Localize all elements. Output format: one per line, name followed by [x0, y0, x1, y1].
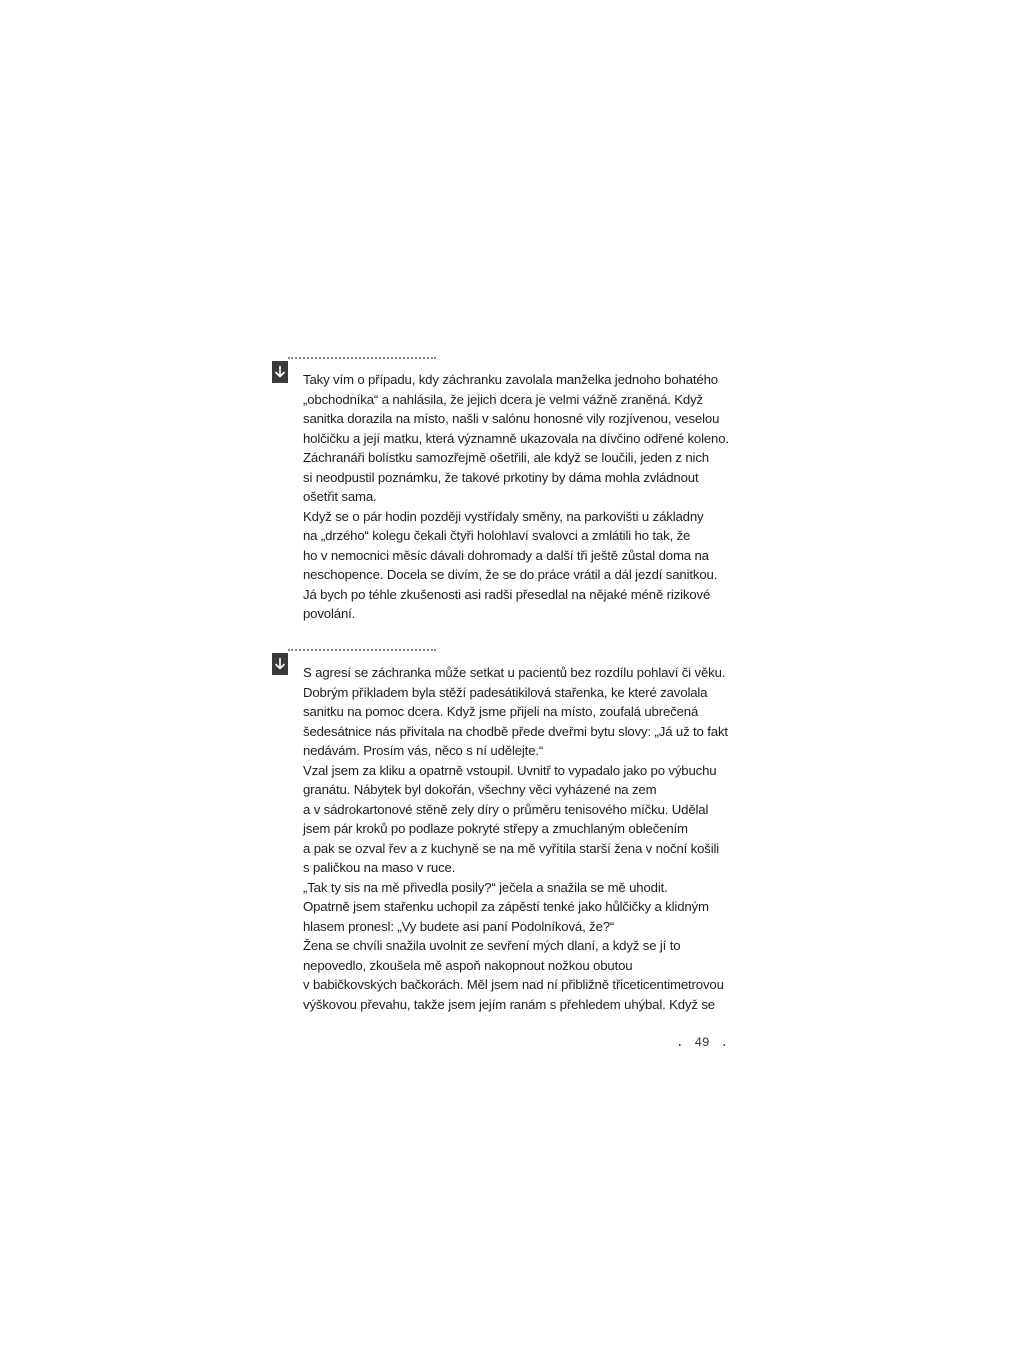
section-2-text — [303, 663, 728, 1014]
text-line: Když se o pár hodin později vystřídaly směny, na parkovišti u základny — [303, 508, 704, 524]
section-1-text — [303, 370, 729, 624]
text-line: jsem pár kroků po podlaze pokryté střepy a zmuchlaným oblečením — [303, 821, 688, 836]
text-line: s paličkou na maso v ruce. — [303, 860, 456, 875]
text-line: sanitka dorazila na místo, našli v salónu honosné vily rozjívenou, veselou — [303, 411, 720, 426]
text-line: Opatrně jsem stařenku uchopil za zápěstí tenké jako hůlčičky a klidným — [303, 899, 709, 914]
text-line: na „drzého“ kolegu čekali čtyři holohlaví svalovci a zmlátili ho tak, že — [303, 528, 691, 543]
text-line: Dobrým příkladem byla stěží padesátikilová stařenka, ke které zavolala — [303, 684, 708, 700]
text-line: a v sádrokartonové stěně zely díry o průměru tenisového míčku. Udělal — [303, 801, 709, 817]
arrow-down-icon — [272, 361, 288, 383]
page-number — [676, 1036, 728, 1050]
text-line: neschopence. Docela se divím, že se do práce vrátil a dál jezdí sanitkou. — [303, 567, 718, 582]
folio-dot-left: . — [676, 1036, 684, 1050]
text-line: výškovou převahu, takže jsem jejím ranám s přehledem uhýbal. Když se — [303, 996, 715, 1012]
text-line: nepovedlo, zkoušela mě aspoň nakopnout nožkou obutou — [303, 957, 633, 973]
text-line: povolání. — [303, 606, 356, 621]
text-line: a pak se ozval řev a z kuchyně se na mě vyřítila starší žena v noční košili — [303, 840, 720, 856]
dotted-rule — [288, 357, 436, 359]
text-line: granátu. Nábytek byl dokořán, všechny věci vyházené na zem — [303, 782, 657, 797]
text-line: v babičkovských bačkorách. Měl jsem nad ní přibližně třiceticentimetrovou — [303, 977, 724, 992]
text-line: sanitku na pomoc dcera. Když jsme přijeli na místo, zoufalá ubrečená — [303, 704, 699, 719]
text-line: Já bych po téhle zkušenosti asi radši přesedlal na nějaké méně rizikové — [303, 586, 711, 602]
text-line: Taky vím o případu, kdy záchranku zavolala manželka jednoho bohatého — [303, 372, 718, 387]
text-line: „obchodníka“ a nahlásila, že jejich dcera je velmi vážně zraněná. Když — [303, 391, 703, 407]
dotted-rule — [288, 649, 436, 651]
text-line: ošetřit sama. — [303, 489, 377, 504]
folio-number: 49 — [694, 1036, 710, 1050]
text-line: holčičku a její matku, která významně ukazovala na dívčino odřené koleno. — [303, 430, 729, 446]
text-line: Vzal jsem za kliku a opatrně vstoupil. Uvnitř to vypadalo jako po výbuchu — [303, 762, 717, 778]
text-line: hlasem pronesl: „Vy budete asi paní Podolníková, že?“ — [303, 918, 615, 934]
text-line: nedávám. Prosím vás, něco s ní udělejte.“ — [303, 743, 544, 758]
folio-dot-right: . — [720, 1036, 728, 1050]
text-line: si neodpustil poznámku, že takové prkotiny by dáma mohla zvládnout — [303, 469, 699, 485]
text-line: Žena se chvíli snažila uvolnit ze sevření mých dlaní, a když se jí to — [303, 938, 681, 953]
text-line: ho v nemocnici měsíc dávali dohromady a další tři ještě zůstal doma na — [303, 547, 709, 563]
text-line: šedesátnice nás přivítala na chodbě přede dveřmi bytu slovy: „Já už to fakt — [303, 723, 728, 739]
text-line: „Tak ty sis na mě přivedla posily?“ ječela a snažila se mě uhodit. — [303, 879, 668, 895]
text-line: S agresí se záchranka může setkat u pacientů bez rozdílu pohlaví či věku. — [303, 665, 726, 680]
arrow-down-icon — [272, 653, 288, 675]
text-line: Záchranáři bolístku samozřejmě ošetřili, ale když se loučili, jeden z nich — [303, 450, 709, 465]
